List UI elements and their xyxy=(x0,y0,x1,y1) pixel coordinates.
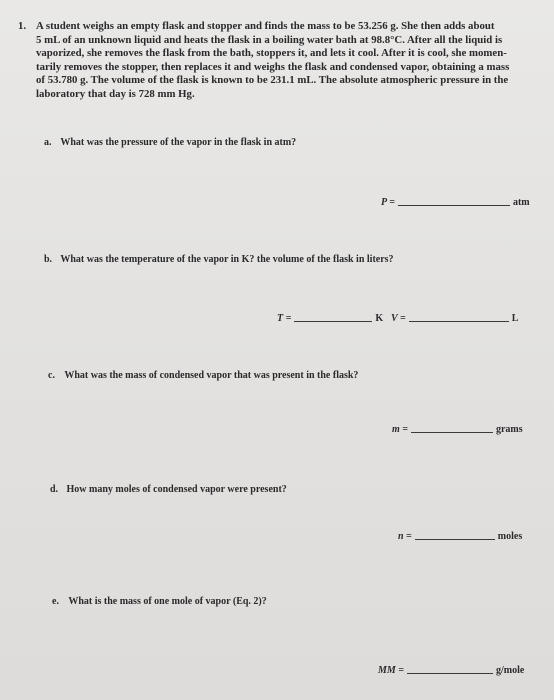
question-letter: b. xyxy=(44,254,53,265)
problem-statement xyxy=(18,20,538,101)
answer-blank[interactable] xyxy=(411,431,493,433)
question-text: What is the mass of one mole of vapor (Eq. 2)? xyxy=(68,596,267,607)
answer-symbol: T = xyxy=(277,313,292,324)
problem-line: laboratory that day is 728 mm Hg. xyxy=(36,87,195,100)
answer-blank[interactable] xyxy=(398,204,510,206)
answer-unit: K xyxy=(375,313,384,324)
question-text: What was the pressure of the vapor in the flask in atm? xyxy=(60,137,297,148)
question-b xyxy=(44,254,394,265)
question-letter: e. xyxy=(52,596,59,607)
answer-unit: atm xyxy=(512,197,530,208)
answer-unit: L xyxy=(511,313,519,324)
answer-symbol: n = xyxy=(398,531,412,542)
answer-symbol: V = xyxy=(391,313,406,324)
question-d xyxy=(50,484,287,495)
answer-temperature xyxy=(277,313,383,324)
answer-molar-mass xyxy=(378,665,524,676)
answer-mass xyxy=(392,424,523,435)
question-text: How many moles of condensed vapor were present? xyxy=(66,484,287,495)
question-letter: d. xyxy=(50,484,59,495)
problem-text xyxy=(36,20,538,101)
question-c xyxy=(48,370,358,381)
question-text: What was the temperature of the vapor in K? the volume of the flask in liters? xyxy=(60,254,394,265)
problem-line: vaporized, she removes the flask from the bath, stoppers it, and lets it cool. After it is cool, she momen- xyxy=(36,47,507,59)
answer-moles xyxy=(398,531,522,542)
answer-unit: grams xyxy=(495,424,523,435)
answer-blank[interactable] xyxy=(294,320,372,322)
problem-line: A student weighs an empty flask and stopper and finds the mass to be 53.256 g. She then adds about xyxy=(36,20,495,32)
question-a xyxy=(44,137,296,148)
answer-symbol: MM = xyxy=(378,665,404,676)
answer-volume xyxy=(391,313,518,324)
answer-blank[interactable] xyxy=(407,672,493,674)
answer-symbol: m = xyxy=(392,424,408,435)
answer-blank[interactable] xyxy=(415,538,495,540)
answer-unit: moles xyxy=(497,531,523,542)
answer-pressure xyxy=(381,197,530,208)
problem-line: of 53.780 g. The volume of the flask is known to be 231.1 mL. The absolute atmospheric pressure in the xyxy=(36,74,509,86)
question-text: What was the mass of condensed vapor that was present in the flask? xyxy=(64,370,359,381)
answer-unit: g/mole xyxy=(495,665,525,676)
problem-number: 1. xyxy=(18,20,27,32)
question-letter: a. xyxy=(44,137,52,148)
question-e xyxy=(52,596,267,607)
problem-line: tarily removes the stopper, then replaces it and weighs the flask and condensed vapor, obtaining a mass xyxy=(36,60,510,73)
answer-symbol: P = xyxy=(381,197,395,208)
problem-line: 5 mL of an unknown liquid and heats the flask in a boiling water bath at 98.8°C. After all the liquid is xyxy=(36,33,503,46)
answer-blank[interactable] xyxy=(409,320,509,322)
question-letter: c. xyxy=(48,370,55,381)
